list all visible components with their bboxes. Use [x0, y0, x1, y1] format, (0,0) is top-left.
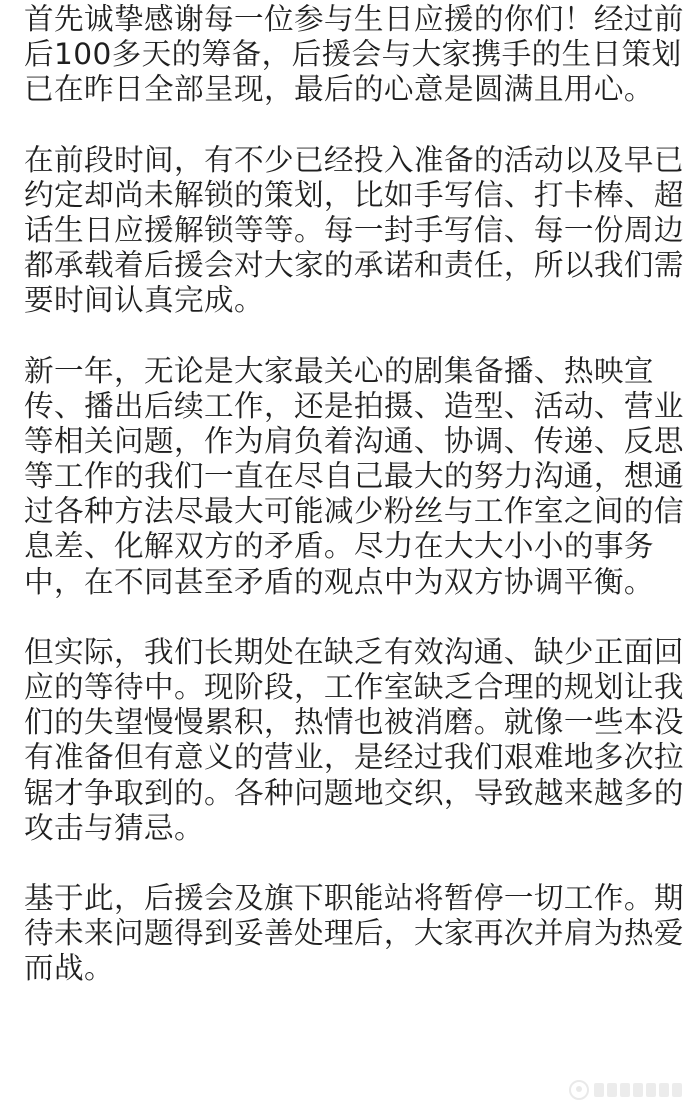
paragraph-gap: [24, 600, 666, 635]
paragraph-thanks: [24, 2, 684, 108]
text-line: 后100多天的筹备，后援会与大家携手的生日策划: [24, 37, 682, 72]
text-line: 过各种方法尽最大可能减少粉丝与工作室之间的信: [24, 494, 684, 529]
text-line: 约定却尚未解锁的策划，比如手写信、打卡棒、超: [24, 177, 684, 212]
text-line: 们的失望慢慢累积，热情也被消磨。就像一些本没: [24, 705, 684, 740]
text-line: 新一年，无论是大家最关心的剧集备播、热映宣: [24, 353, 654, 388]
text-line: 攻击与猜忌。: [24, 810, 204, 845]
paragraph-suspension: [24, 880, 684, 987]
text-line: 锯才争取到的。各种问题地交织，导致越来越多的: [24, 775, 684, 810]
watermark-text-blur: [594, 1083, 682, 1097]
text-line: 而战。: [24, 951, 114, 986]
text-line: 但实际，我们长期处在缺乏有效沟通、缺少正面回: [24, 634, 684, 669]
paragraph-new-year-work: [24, 353, 684, 600]
text-line: 等相关问题，作为肩负着沟通、协调、传递、反思: [24, 423, 684, 458]
paragraph-reality: [24, 634, 684, 846]
text-line: 待未来问题得到妥善处理后，大家再次并肩为热爱: [24, 916, 684, 951]
paragraph-gap: [24, 319, 666, 354]
text-line: 传、播出后续工作，还是拍摄、造型、活动、营业: [24, 388, 684, 423]
text-line: 都承载着后援会对大家的承诺和责任，所以我们需: [24, 248, 684, 283]
text-line: 有准备但有意义的营业，是经过我们艰难地多次拉: [24, 740, 684, 775]
watermark: [569, 1080, 682, 1100]
text-line: 基于此，后援会及旗下职能站将暂停一切工作。期: [24, 880, 684, 915]
text-line: 息差、化解双方的矛盾。尽力在大大小小的事务: [24, 529, 654, 564]
text-line: 话生日应援解锁等等。每一封手写信、每一份周边: [24, 212, 684, 247]
paragraph-gap: [24, 846, 666, 881]
text-line: 等工作的我们一直在尽自己最大的努力沟通，想通: [24, 459, 684, 494]
text-line: 应的等待中。现阶段，工作室缺乏合理的规划让我: [24, 670, 684, 704]
text-line: 首先诚挚感谢每一位参与生日应援的你们！经过前: [24, 2, 684, 36]
text-line: 要时间认真完成。: [24, 283, 264, 318]
text-line: 在前段时间，有不少已经投入准备的活动以及早已: [24, 142, 684, 177]
paragraph-gap: [24, 108, 666, 143]
paragraph-pending-plans: [24, 142, 684, 319]
text-line: 中，在不同甚至矛盾的观点中为双方协调平衡。: [24, 564, 654, 599]
text-line: 已在昨日全部呈现，最后的心意是圆满且用心。: [24, 72, 654, 107]
weibo-watermark-icon: [569, 1080, 589, 1100]
